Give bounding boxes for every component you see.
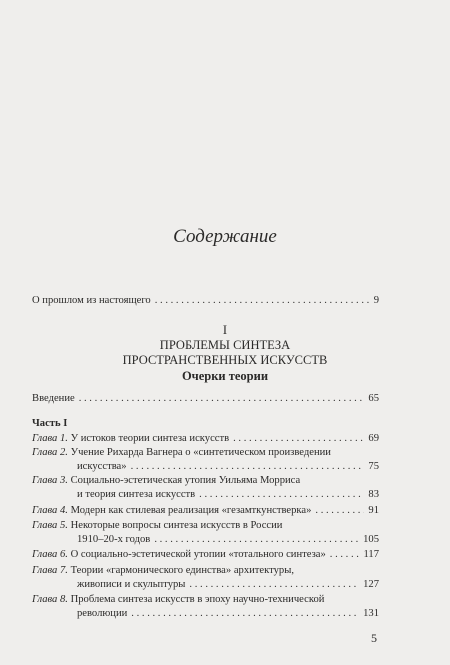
chapter-title: О социально-эстетической утопии «тотального синтеза» [70,549,326,560]
toc-page-number: 105 [363,534,379,545]
chapter-title: Социально-эстетическая утопия Уильяма Морриса [70,475,301,486]
toc-page-number: 127 [363,579,379,590]
toc-page-number: 83 [368,489,379,500]
leader-dots [154,533,359,546]
chapter-title-cont: 1910–20-х годов [77,534,151,545]
leader-dots [155,294,370,307]
chapter-title: Некоторые вопросы синтеза искусств в России [70,520,283,531]
toc-page-number: 65 [368,393,379,404]
chapter-label: Глава 6. [32,549,68,560]
toc-entry-chapter-1[interactable] [32,432,379,445]
toc-entry-text: Введение [32,393,75,404]
section-heading-line2: ПРОСТРАНСТВЕННЫХ ИСКУССТВ [122,353,328,367]
chapter-label: Глава 2. [32,447,68,458]
section-numeral: I [222,323,228,337]
toc-page-number: 69 [368,433,379,444]
toc-page-number: 9 [373,295,379,306]
section-heading-line1: ПРОБЛЕМЫ СИНТЕЗА [159,338,291,352]
leader-dots [199,488,364,501]
toc-entry-intro[interactable] [32,294,379,307]
chapter-label: Глава 3. [32,475,68,486]
toc-entry-chapter-5[interactable] [77,533,379,546]
leader-dots [315,504,364,517]
toc-entry-chapter-3[interactable] [77,488,379,501]
chapter-title-cont: революции [77,608,128,619]
chapter-title: Модерн как стилевая реализация «гезамткунстверка» [70,505,312,516]
leader-dots [189,578,359,591]
toc-page-number: 91 [368,505,379,516]
toc-entry-chapter-6[interactable] [32,548,379,561]
chapter-title-cont: искусства» [77,461,127,472]
leader-dots [131,460,365,473]
toc-entry-chapter-7[interactable] [77,578,379,591]
chapter-label: Глава 1. [32,433,68,444]
chapter-label: Глава 5. [32,520,68,531]
leader-dots [79,392,365,405]
toc-entry-chapter-5-first-line[interactable] [32,519,282,532]
leader-dots [233,432,364,445]
part-label: Часть I [32,418,68,429]
toc-page-number: 131 [363,608,379,619]
leader-dots [131,607,359,620]
toc-entry-chapter-2[interactable] [77,460,379,473]
section-subheading: Очерки теории [181,369,269,383]
toc-entry-text: О прошлом из настоящего [32,295,151,306]
toc-entry-chapter-4[interactable] [32,504,379,517]
chapter-title: Теории «гармонического единства» архитектуры, [70,565,294,576]
chapter-title-cont: живописи и скульптуры [77,579,186,590]
toc-entry-introduction[interactable] [32,392,379,405]
page-title: Содержание [173,226,277,247]
chapter-label: Глава 4. [32,505,68,516]
toc-entry-chapter-2-first-line[interactable] [32,446,331,459]
chapter-title: Проблема синтеза искусств в эпоху научно-технической [70,594,325,605]
toc-entry-chapter-8[interactable] [77,607,379,620]
chapter-title-cont: и теория синтеза искусств [77,489,196,500]
chapter-label: Глава 7. [32,565,68,576]
toc-entry-chapter-7-first-line[interactable] [32,564,294,577]
toc-entry-chapter-8-first-line[interactable] [32,593,324,606]
toc-page-number: 75 [368,461,379,472]
chapter-label: Глава 8. [32,594,68,605]
leader-dots [330,548,360,561]
page-folio-number: 5 [371,631,377,645]
chapter-title: У истоков теории синтеза искусств [70,433,230,444]
toc-entry-chapter-3-first-line[interactable] [32,474,300,487]
chapter-title: Учение Рихарда Вагнера о «синтетическом произведении [70,447,331,458]
toc-page-number: 117 [363,549,379,560]
